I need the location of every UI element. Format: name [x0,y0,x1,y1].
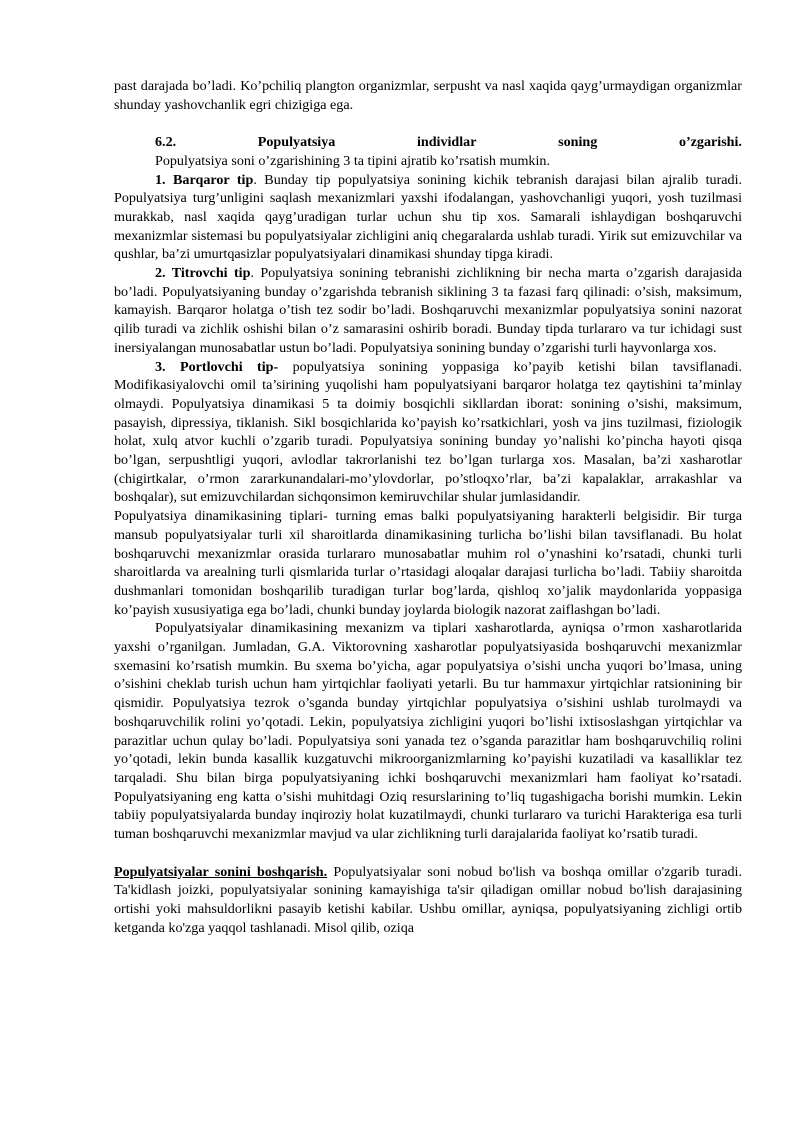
control-text: Populyatsiyalar soni nobud bo'lish va boshqa omillar o'zgarib turadi. Ta'kidlash joizki, populyatsiyalar sonining kamayishiga ta'sir qiladigan omillar nobud bo'lish darajasining ortishi yoki mahsuldorlikni pasayib ketishi kabilar. Ushbu omillar, ayniqsa, populyatsiyaning zichligi ortib ketganda ko'zga yaqqol tashlanadi. Misol qilib, oziqa [114,863,742,936]
paragraph-types-intro: Populyatsiya soni o’zgarishining 3 ta tipini ajratib ko’rsatish mumkin. [155,152,550,169]
heading-word: Populyatsiya [257,134,336,151]
oscillating-type-text: . Populyatsiya sonining tebranishi zichlikning bir necha marta o’zgarish darajasida bo’ladi. Populyatsiyaning bunday o’zgarishda tebranish siklining 3 ta fazasi farq qilinadi: o’sish, maksimum, kamayish. Barqaror holatga o’tish tez sodir bo’ladi. Boshqaruvchi mexanizmlar populyatsiya sonini nazorat qilib turadi va zichlik oshishi bilan o’z samarasini oshirib boradi. Bunday tipda turlararo va tur ichidagi sust inersiyalangan munosabatlar ustun bo’ladi. Populyatsiya sonining bunday o’zgarishi turli hayvonlarga xos. [114,265,743,356]
paragraph-dynamics-types: Populyatsiya dinamikasining tiplari- turning emas balki populyatsiyaning harakterli belgisidir. Bir turga mansub populyatsiyalar turli xil sharoitlarda dinamikasining turlicha bo’lishi bilan tavsiflanadi. Bu holat boshqaruvchi mexanizmlar orasida turlararo munosabatlar muhim rol o’ynashini ko’rsatadi, chunki turli sharoitlarda va arealning turli qismlarida turlar o’rtasidagi aloqalar darajasi turlicha bo’ladi. Tabiiy sharoitda dushmanlari tomonidan boshqarilib turadigan turlar bog’larda, qishloq xo’jalik maydonlarida yoppasiga ko’payish xususiyatiga ega bo’ladi, chunki bunday joylarda biologik nazorat zaiflashgan bo’ladi. [114,508,742,618]
heading-word: soning [558,134,598,151]
term-oscillating-type: 2. Titrovchi tip [155,265,251,282]
paragraph-explosive-type [114,358,742,508]
stable-type-text: . Bunday tip populyatsiya sonining kichik tebranish darajasi bilan ajralib turadi. Populyatsiya turg’unligini saqlash mexanizmlari yaxshi ifodalangan, yashovchanligi yuqori, yosh tuzilmasi murakkab, nasl xaqida qayg’uradigan turlar uchun shu tip xos. Samarali ishlaydigan boshqaruvchi mexanizmlar sistemasi bu populyatsiyalar zichligini aniq chegaralarda ushlab turadi. Yirik sut emizuvchilar va qushlar, ba’zi umurtqasizlar populyatsiyalari dinamikasi shunday tipga kiradi. [114,171,743,263]
document-page [114,77,742,937]
paragraph-stable-type [114,171,742,265]
spacer [114,114,742,133]
heading-word: o’zgarishi. [678,134,742,151]
section-heading [114,133,742,152]
term-explosive-type: 3. Portlovchi tip- [155,358,279,375]
intro-paragraph: past darajada bo’ladi. Ko’pchiliq plangton organizmlar, serpusht va nasl xaqida qayg’urmaydigan organizmlar shunday yashovchanlik egri chizigiga ega. [114,78,742,113]
control-heading: Populyatsiyalar sonini boshqarish. [114,863,328,880]
paragraph-mechanisms: Populyatsiyalar dinamikasining mexanizm va tiplari xasharotlarda, ayniqsa o’rmon xasharotlarida yaxshi o’rganilgan. Jumladan, G.A. Viktorovning xasharotlar populyatsiyasida boshqaruvchi mexanizmlar sxemasini ko’rsatish mumkin. Bu sxema bo’yicha, agar populyatsiya o’sishi uncha yuqori bo’lmasa, uning o’sishini cheklab turish uchun ham yirtqichlar faoliyati yetarli. Bu tur hammaxur yirtqichlar ratsionining bir qismidir. Populyatsiya tezrok o’sganda bunday yirtqichlar populyatsiya o’sishini ushlab turolmaydi va boshqaruvchilik rolini yo’qotadi. Lekin, populyatsiya zichligini yuqori bo’lishi ixtisoslashgan yirtqichlar va parazitlar uchun qulay bo’ladi. Populyatsiya soni yanada tez o’sganda parazitlar ham boshqaruvchiliq rolini yo’qotadi, lekin bunda kasallik kuzgatuvchi mikroorganizmlarning ko’payishi kuzatiladi va kasalliklar tez tarqaladi. Shu bilan birga populyatsiyaning ichki boshqaruvchi mexanizmlari ham faoliyat ko’rsatadi. Populyatsiyaning eng katta o’sishi muhitdagi Oziq resurslarining to’liq tugashigacha borishi mumkin. Lekin tabiiy populyatsiyalarda bunday inqiroziy holat kuzatilmaydi, chunki turlararo va turichi Harakteriga esa turli tuman boshqaruvchi mexanizmlar mavjud va ular zichlikning turli darajalarida faoliyat ko’rsatib turadi. [114,620,742,843]
term-stable-type: 1. Barqaror tip [155,171,254,188]
heading-number: 6.2. [155,134,177,151]
paragraph-population-control [114,863,742,938]
heading-word: individlar [416,134,477,151]
explosive-type-text: populyatsiya sonining yoppasiga ko’payib ketishi bilan tavsiflanadi. Modifikasiyalovchi omil ta’sirining yuqolishi ham populyatsiyani barqaror holatga tez qaytishini ta’minlay olmaydi. Populyatsiya dinamikasi 5 ta doimiy bosqichli sikllardan iborat: sonining o’sishi, maksimum, pasayish, dipressiya, tiklanish. Sikl bosqichlarida ko’payish ko’rsatkichlari, yosh va jins tuzilmasi, fiziologik holat, xulq atvor kuchli o’zgarib turadi. Populyatsiya sonining bunday yo’nalishi ko’pincha hayoti qisqa bo’lgan, serpushtligi yuqori, avlodlar takrorlanishi tez bo’lgan turlarga xos. Masalan, ba’zi xasharotlar (chigirtkalar, o’rmon zararkunandalari-mo’ylovdorlar, po’stloqxo’rlar, ba’zi kapalaklar, arrakashlar va boshqalar), sut emizuvchilardan sichqonsimon kemiruvchilar shular jumlasidandir. [114,358,742,506]
paragraph-oscillating-type [114,264,742,358]
spacer [114,844,742,863]
